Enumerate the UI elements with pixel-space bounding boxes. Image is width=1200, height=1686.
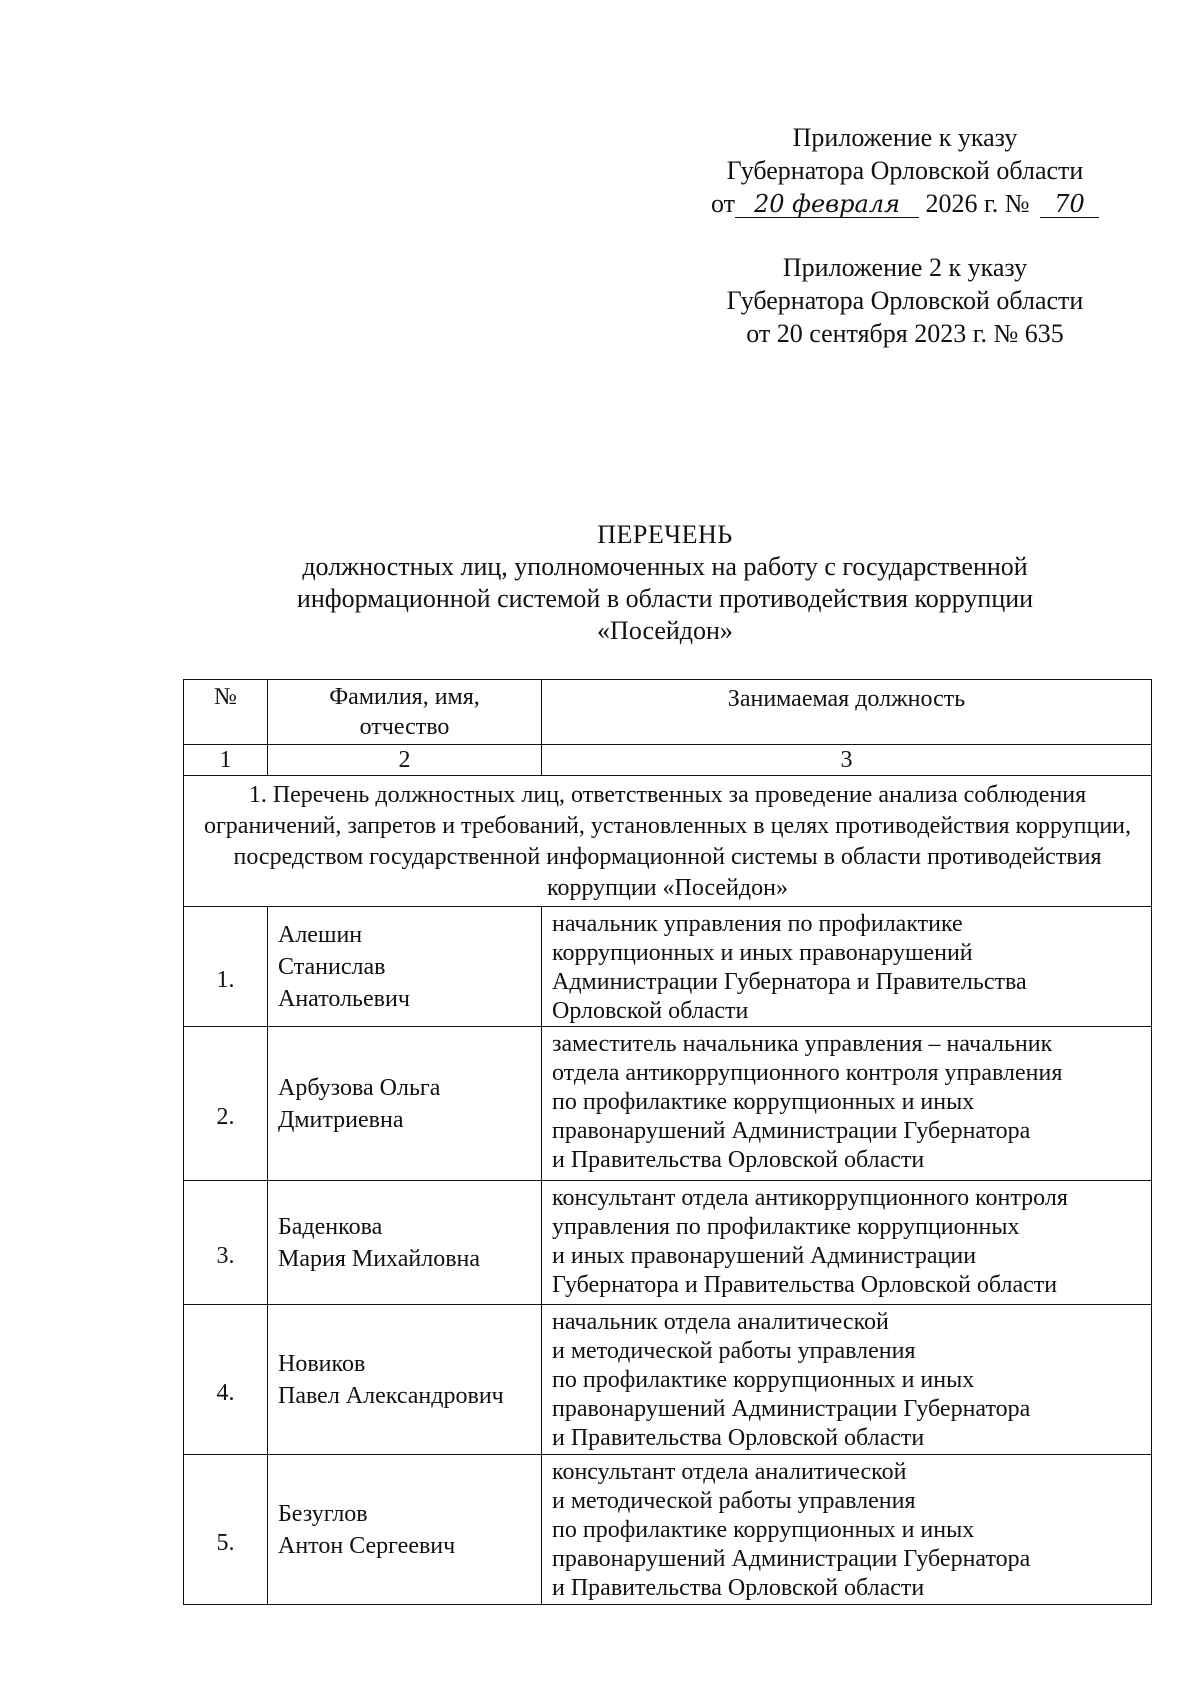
title-heading: ПЕРЕЧЕНЬ	[597, 520, 733, 549]
row-position: заместитель начальника управления – начальник отдела антикоррупционного контроля управления по профилактике коррупционных и иных правонарушений Администрации Губернатора и Правительства Орловской области	[542, 1027, 1152, 1181]
title-subtitle-line2: информационной системой в области противодействия коррупции	[296, 584, 1034, 613]
row-number: 5.	[184, 1455, 268, 1605]
appendix-original-line1: Приложение 2 к указу	[782, 253, 1028, 282]
row-number: 1.	[184, 907, 268, 1027]
row-number: 3.	[184, 1181, 268, 1305]
section-title: 1. Перечень должностных лиц, ответственных за проведение анализа соблюдения ограничений, запретов и требований, установленных в целях противодействия коррупции, посредством государственной информационной системы в области противодействия коррупции «Посейдон»	[184, 776, 1152, 907]
officials-table	[183, 679, 1152, 1605]
column-number-3: 3	[542, 745, 1152, 776]
table-row	[184, 1455, 1152, 1605]
row-full-name: Арбузова Ольга Дмитриевна	[268, 1027, 542, 1181]
row-full-name: Новиков Павел Александрович	[268, 1305, 542, 1455]
appendix-current-date-line	[690, 187, 1120, 220]
row-full-name: Безуглов Антон Сергеевич	[268, 1455, 542, 1605]
document-title	[240, 519, 1090, 647]
header-name: Фамилия, имя, отчество	[268, 680, 542, 745]
appendix-original-line3: от 20 сентября 2023 г. № 635	[746, 319, 1064, 348]
handwritten-date: 20 февраля	[735, 191, 919, 218]
row-number: 4.	[184, 1305, 268, 1455]
handwritten-number: 70	[1040, 191, 1099, 218]
row-full-name: Баденкова Мария Михайловна	[268, 1181, 542, 1305]
header-number: №	[184, 680, 268, 745]
row-number: 2.	[184, 1027, 268, 1181]
column-number-2: 2	[268, 745, 542, 776]
appendix-original-line2: Губернатора Орловской области	[726, 286, 1084, 315]
column-number-1: 1	[184, 745, 268, 776]
section-row	[184, 776, 1152, 907]
appendix-current-block	[690, 121, 1120, 220]
row-full-name: Алешин Станислав Анатольевич	[268, 907, 542, 1027]
appendix-original-block	[690, 251, 1120, 350]
date-prefix: от	[710, 189, 735, 218]
year-number-label: 2026 г. №	[925, 189, 1030, 218]
appendix-current-line1: Приложение к указу	[792, 123, 1018, 152]
appendix-current-line2: Губернатора Орловской области	[726, 156, 1084, 185]
table-row	[184, 1027, 1152, 1181]
table-row	[184, 907, 1152, 1027]
title-subtitle-line3: «Посейдон»	[597, 616, 733, 645]
table-row	[184, 1305, 1152, 1455]
header-position: Занимаемая должность	[542, 680, 1152, 745]
table-row	[184, 1181, 1152, 1305]
column-number-row	[184, 745, 1152, 776]
row-position: консультант отдела антикоррупционного контроля управления по профилактике коррупционных и иных правонарушений Администрации Губернатора и Правительства Орловской области	[542, 1181, 1152, 1305]
row-position: начальник отдела аналитической и методической работы управления по профилактике коррупционных и иных правонарушений Администрации Губернатора и Правительства Орловской области	[542, 1305, 1152, 1455]
row-position: консультант отдела аналитической и методической работы управления по профилактике коррупционных и иных правонарушений Администрации Губернатора и Правительства Орловской области	[542, 1455, 1152, 1605]
table-header-row	[184, 680, 1152, 745]
title-subtitle-line1: должностных лиц, уполномоченных на работу с государственной	[302, 552, 1028, 581]
row-position: начальник управления по профилактике коррупционных и иных правонарушений Администрации Губернатора и Правительства Орловской области	[542, 907, 1152, 1027]
